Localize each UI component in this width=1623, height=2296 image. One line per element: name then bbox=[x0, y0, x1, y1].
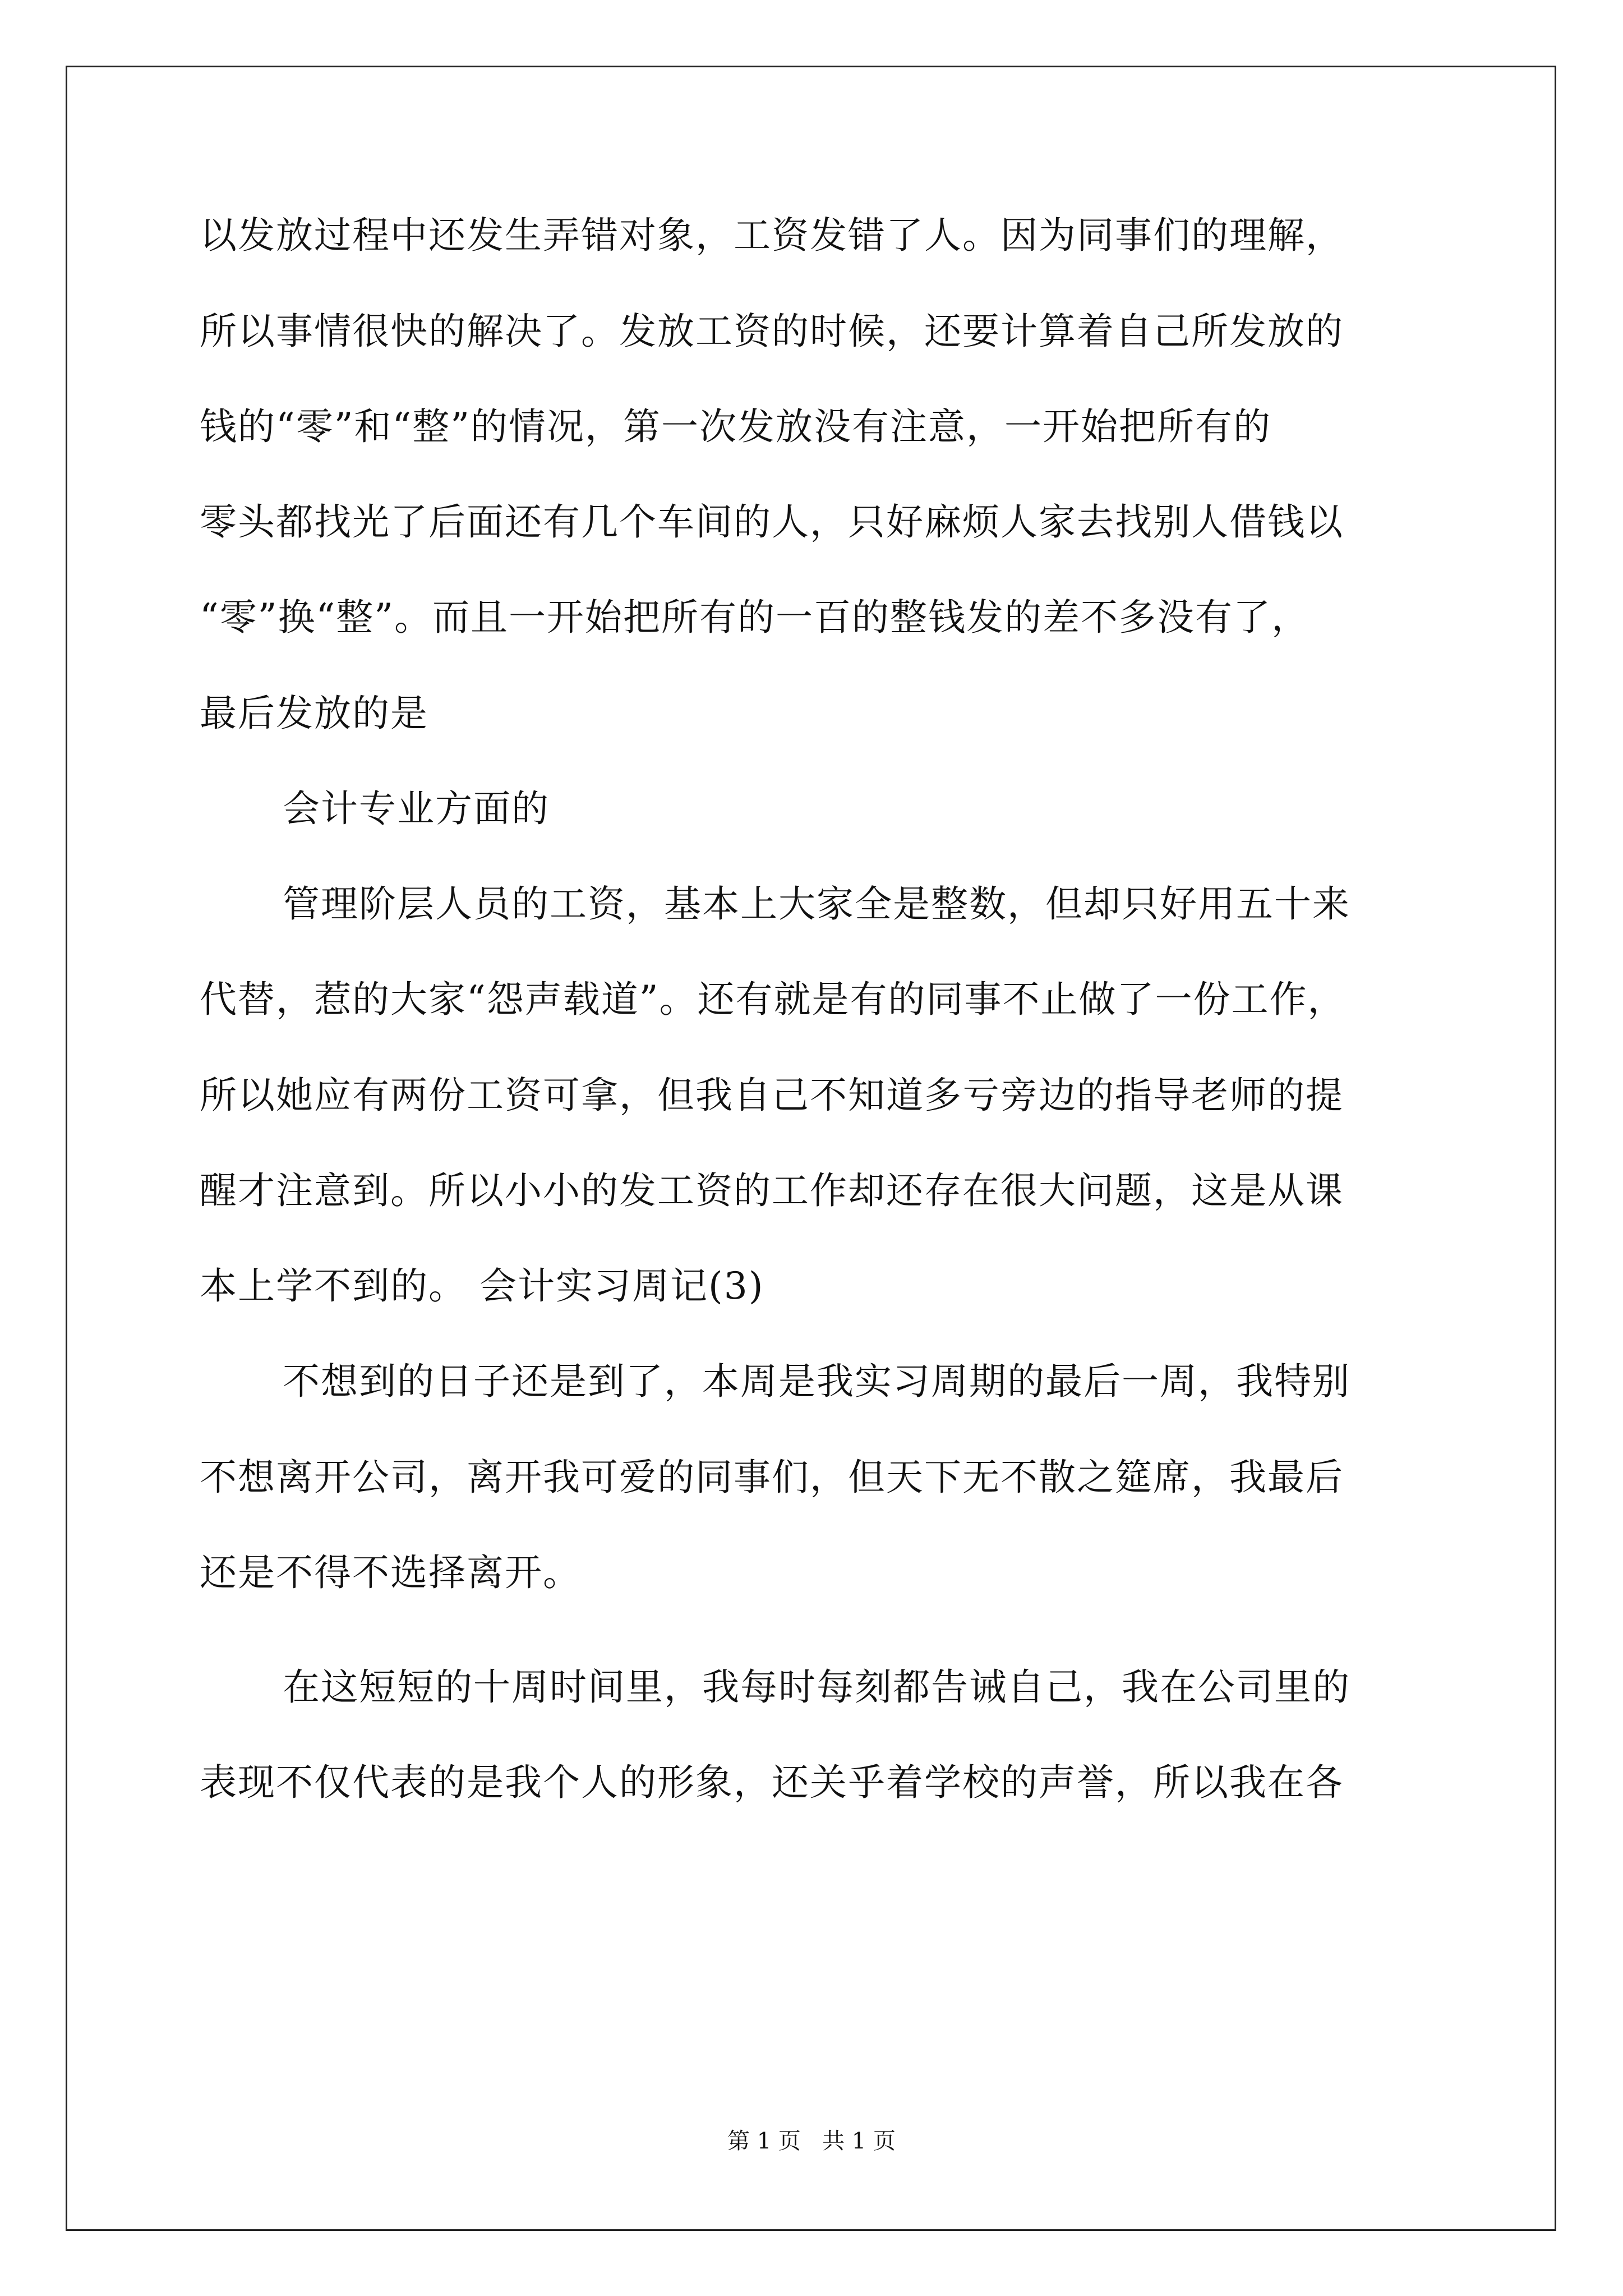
text-line: 本上学不到的。 会计实习周记(3) bbox=[200, 1264, 764, 1308]
text-line: 还是不得不选择离开。 bbox=[200, 1551, 581, 1594]
text-line: 所以事情很快的解决了。发放工资的时候，还要计算着自己所发放的 bbox=[200, 310, 1344, 353]
page-number: 第 1 页 共 1 页 bbox=[727, 2128, 896, 2154]
text-line: 不想离开公司，离开我可爱的同事们，但天下无不散之筵席，我最后 bbox=[200, 1456, 1344, 1499]
text-line: 表现不仅代表的是我个人的形象，还关乎着学校的声誉，所以我在各 bbox=[200, 1761, 1344, 1804]
text-line: 代替，惹的大家“怨声载道”。还有就是有的同事不止做了一份工作， bbox=[200, 978, 1346, 1021]
text-line: 最后发放的是 bbox=[200, 692, 428, 735]
text-line: 钱的“零”和“整”的情况，第一次发放没有注意，一开始把所有的 bbox=[200, 405, 1271, 448]
text-line: 以发放过程中还发生弄错对象，工资发错了人。因为同事们的理解， bbox=[200, 214, 1344, 257]
text-line: “零”换“整”。而且一开始把所有的一百的整钱发的差不多没有了， bbox=[200, 596, 1310, 639]
page-border bbox=[66, 66, 1556, 2231]
text-line: 在这短短的十周时间里，我每时每刻都告诫自己，我在公司里的 bbox=[283, 1665, 1350, 1709]
text-line: 所以她应有两份工资可拿，但我自己不知道多亏旁边的指导老师的提 bbox=[200, 1074, 1344, 1117]
text-line: 管理阶层人员的工资，基本上大家全是整数，但却只好用五十来 bbox=[283, 882, 1350, 926]
text-line: 不想到的日子还是到了，本周是我实习周期的最后一周，我特别 bbox=[283, 1360, 1350, 1403]
text-line: 醒才注意到。所以小小的发工资的工作却还存在很大问题，这是从课 bbox=[200, 1169, 1344, 1212]
text-line: 会计专业方面的 bbox=[283, 787, 550, 830]
text-line: 零头都找光了后面还有几个车间的人，只好麻烦人家去找别人借钱以 bbox=[200, 500, 1344, 544]
